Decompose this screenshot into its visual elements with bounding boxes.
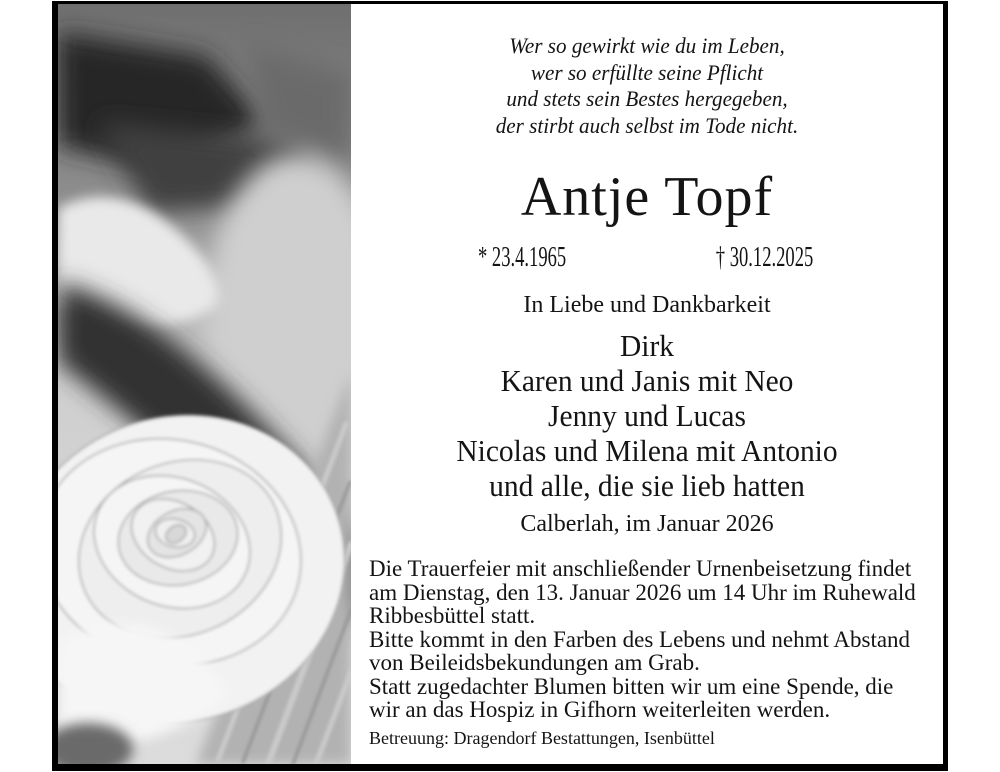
funeral-info-line: von Beileidsbekundungen am Grab. — [369, 650, 700, 675]
funeral-info-line: Statt zugedachter Blumen bitten wir um eine Spende, die — [369, 673, 894, 699]
verse-line: wer so erfüllte seine Pflicht — [530, 59, 764, 85]
funeral-info-line: wir an das Hospiz in Gifhorn weiterleiten werden. — [369, 697, 831, 722]
mourner-line: und alle, die sie lieb hatten — [489, 468, 805, 503]
rose-photo — [58, 4, 351, 764]
life-dates — [478, 242, 813, 272]
notice-text-column — [351, 4, 943, 764]
undertaker-line: Betreuung: Dragendorf Bestattungen, Isenbüttel — [369, 728, 715, 748]
verse-line: der stirbt auch selbst im Tode nicht. — [495, 112, 799, 138]
death-date: † 30.12.2025 — [715, 241, 813, 273]
mourner-line: Jenny und Lucas — [548, 398, 746, 433]
verse-line: Wer so gewirkt wie du im Leben, — [509, 33, 785, 58]
deceased-name: Antje Topf — [520, 166, 774, 228]
funeral-info-line: Bitte kommt in den Farben des Lebens und nehmt Abstand — [369, 626, 911, 652]
mourner-line: Dirk — [619, 328, 674, 363]
funeral-info-line: am Dienstag, den 13. Januar 2026 um 14 Uhr im Ruhewald — [369, 579, 916, 605]
rose-photo-graphic — [58, 4, 351, 764]
verse-line: und stets sein Bestes hergegeben, — [506, 86, 788, 111]
mourner-line: Nicolas und Milena mit Antonio — [456, 433, 838, 468]
notice-frame — [52, 1, 948, 771]
funeral-info-line: Ribbesbüttel statt. — [369, 603, 536, 628]
mourner-line: Karen und Janis mit Neo — [500, 363, 794, 398]
funeral-info-line: Die Trauerfeier mit anschließender Urnenbeisetzung findet — [369, 556, 912, 581]
place-and-date: Calberlah, im Januar 2026 — [520, 511, 774, 537]
funeral-information — [369, 557, 935, 722]
mourners-list — [351, 328, 943, 503]
memorial-verse — [351, 33, 943, 139]
birth-date: * 23.4.1965 — [478, 241, 567, 273]
dedication-line: In Liebe und Dankbarkeit — [523, 292, 771, 318]
